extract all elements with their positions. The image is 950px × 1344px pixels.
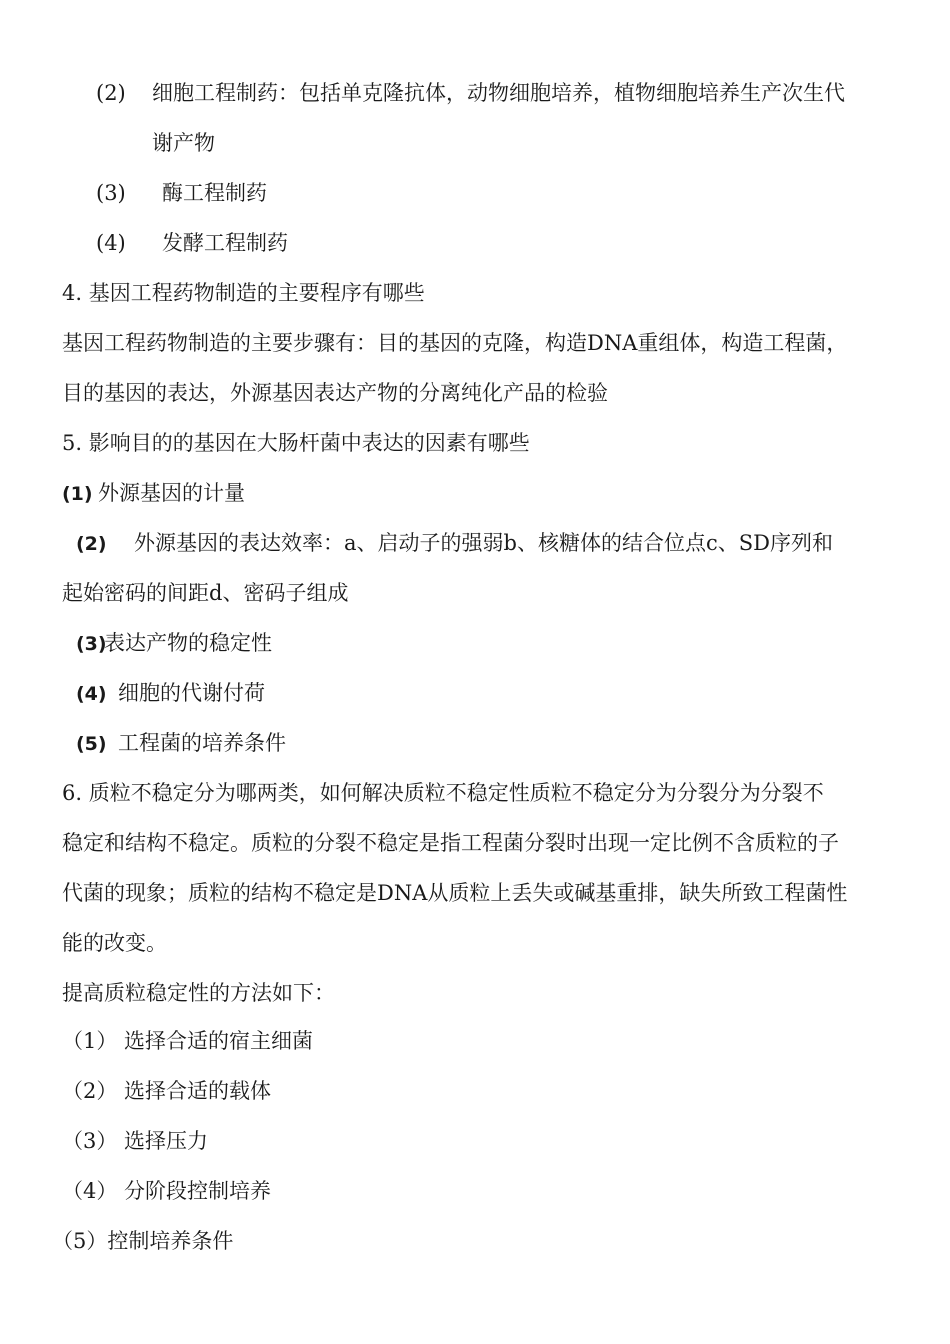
- factor-5: [76, 728, 286, 758]
- question-text: 4. 基因工程药物制造的主要程序有哪些: [62, 281, 425, 305]
- item-text: 细胞工程制药：包括单克隆抗体，动物细胞培养，植物细胞培养生产次生代: [152, 81, 845, 105]
- answer-text: 稳定和结构不稳定。质粒的分裂不稳定是指工程菌分裂时出现一定比例不含质粒的子: [62, 831, 839, 855]
- item-text: 外源基因的计量: [98, 481, 245, 505]
- item-number: (4): [96, 231, 126, 255]
- item-text: 起始密码的间距d、密码子组成: [62, 581, 349, 605]
- answer-text: 代菌的现象；质粒的结构不稳定是DNA从质粒上丢失或碱基重排，缺失所致工程菌性: [62, 881, 848, 905]
- question-4-heading: [62, 278, 425, 308]
- item-number: (2): [76, 533, 107, 555]
- item-number: (5): [76, 733, 107, 755]
- item-3-enzyme-engineering: [96, 178, 267, 208]
- method-1: [62, 1026, 313, 1056]
- answer-text: 基因工程药物制造的主要步骤有：目的基因的克隆，构造DNA重组体，构造工程菌，: [62, 331, 848, 355]
- item-2-continuation: [152, 128, 215, 158]
- heading-text: 提高质粒稳定性的方法如下：: [62, 981, 335, 1005]
- question-6-line-2: [62, 828, 839, 858]
- question-6-line-4: [62, 928, 167, 958]
- item-text: （4） 分阶段控制培养: [62, 1179, 272, 1203]
- question-6-line-1: [62, 778, 824, 808]
- factor-4: [76, 678, 265, 708]
- item-text: （5）控制培养条件: [52, 1229, 234, 1253]
- item-text: 谢产物: [152, 131, 215, 155]
- item-number: (2): [96, 81, 126, 105]
- item-number: (3): [96, 181, 126, 205]
- item-4-fermentation-engineering: [96, 228, 288, 258]
- item-number: (1): [62, 483, 93, 505]
- question-5-heading: [62, 428, 530, 458]
- question-text: 5. 影响目的的基因在大肠杆菌中表达的因素有哪些: [62, 431, 530, 455]
- item-text: 酶工程制药: [162, 181, 267, 205]
- item-text: （2） 选择合适的载体: [62, 1079, 272, 1103]
- answer-text: 目的基因的表达，外源基因表达产物的分离纯化产品的检验: [62, 381, 608, 405]
- answer-4-line-1: [62, 328, 847, 358]
- method-5: [52, 1226, 233, 1256]
- item-text: 外源基因的表达效率：a、启动子的强弱b、核糖体的结合位点c、SD序列和: [134, 531, 833, 555]
- item-number: (4): [76, 683, 107, 705]
- answer-4-line-2: [62, 378, 608, 408]
- item-text: （3） 选择压力: [62, 1129, 209, 1153]
- factor-2-continuation: [62, 578, 348, 608]
- item-text: 细胞的代谢付荷: [118, 681, 265, 705]
- stability-methods-heading: [62, 978, 335, 1008]
- item-text: 发酵工程制药: [162, 231, 288, 255]
- method-3: [62, 1126, 208, 1156]
- item-text: （1） 选择合适的宿主细菌: [62, 1029, 314, 1053]
- question-text: 6. 质粒不稳定分为哪两类，如何解决质粒不稳定性质粒不稳定分为分裂分为分裂不: [62, 781, 824, 805]
- item-number: (3): [76, 633, 107, 655]
- item-text: 表达产物的稳定性: [104, 631, 272, 655]
- method-2: [62, 1076, 271, 1106]
- factor-3: [76, 628, 272, 658]
- item-2-cell-engineering: [96, 78, 845, 108]
- factor-2: [76, 528, 833, 558]
- method-4: [62, 1176, 271, 1206]
- factor-1: [62, 478, 245, 508]
- answer-text: 能的改变。: [62, 931, 167, 955]
- item-text: 工程菌的培养条件: [118, 731, 286, 755]
- question-6-line-3: [62, 878, 847, 908]
